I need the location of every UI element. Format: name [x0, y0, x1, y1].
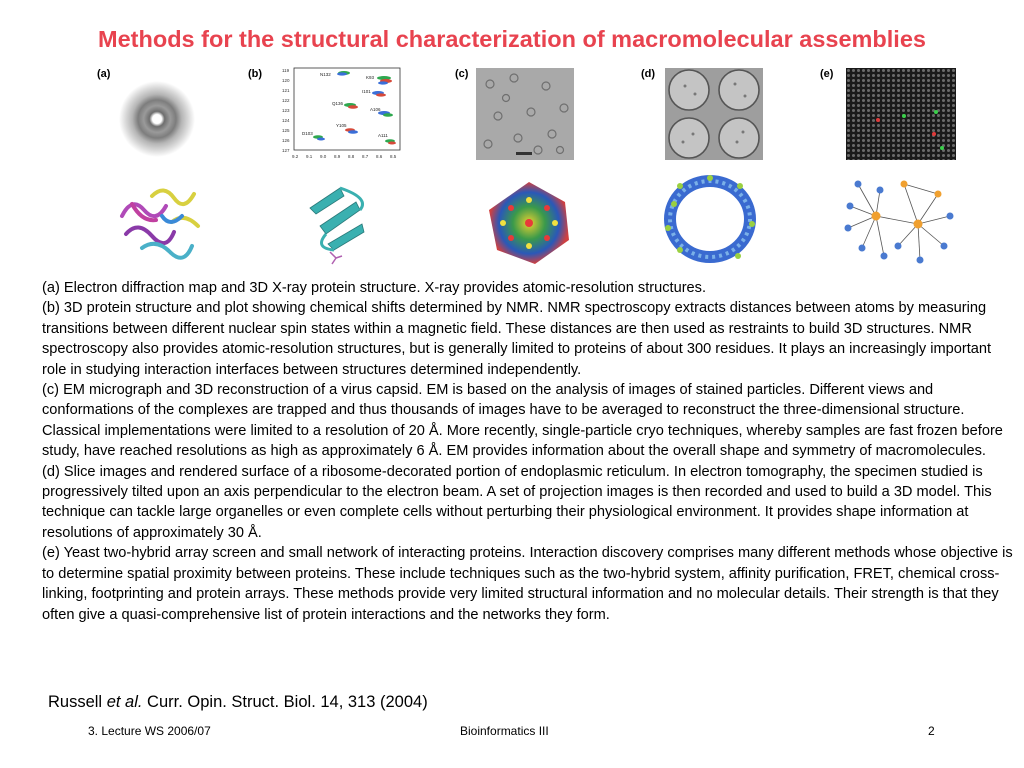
citation-etal: et al.: [106, 693, 143, 711]
panel-label-b: (b): [248, 68, 263, 80]
nmr-peak-label: I101: [362, 89, 371, 94]
nmr-chemical-shift-plot: [280, 65, 405, 162]
diffraction-map-image: [112, 80, 202, 160]
nmr-xtick: 9.0: [320, 154, 327, 159]
nmr-xtick: 8.8: [348, 154, 355, 159]
nmr-xtick: 8.5: [390, 154, 397, 159]
panel-label-a: (a): [97, 68, 111, 80]
nmr-ytick: 126: [282, 138, 290, 143]
citation: [48, 693, 428, 712]
nmr-peak-label: A106: [370, 107, 381, 112]
nmr-peak-label: D103: [302, 131, 313, 136]
citation-journal: Curr. Opin. Struct. Biol. 14, 313 (2004): [142, 693, 428, 711]
footer-page-number: 2: [928, 724, 935, 738]
nmr-ytick: 120: [282, 78, 290, 83]
nmr-xtick: 8.7: [362, 154, 369, 159]
slide-title: Methods for the structural characterization of macromolecular assemblies: [98, 26, 926, 52]
description-c: (c) EM micrograph and 3D reconstruction of a virus capsid. EM is based on the analysis of images of stained particles. Different views and conformations of the complexes are trapped and thus thousands of images have to be averaged to reconstruct the three-dimensional structure. Classical implementations were limited to a resolution of 20 Å. More recently, single-particle cryo techniques, whereby samples are fast frozen before study, have reached resolutions as high as approximately 6 Å. EM provides information about the overall shape and symmetry of macromolecules.: [42, 382, 1003, 460]
nmr-ytick: 124: [282, 118, 290, 123]
panel-label-e: (e): [820, 68, 834, 80]
nmr-peak-label: Y105: [336, 123, 347, 128]
footer-lecture: 3. Lecture WS 2006/07: [88, 724, 211, 738]
nmr-ytick: 127: [282, 148, 290, 153]
nmr-peak-label: Q136: [332, 101, 344, 106]
nmr-ytick: 119: [282, 68, 290, 73]
two-hybrid-array-image: [846, 68, 956, 160]
nmr-ytick: 123: [282, 108, 290, 113]
description-e: (e) Yeast two-hybrid array screen and small network of interacting proteins. Interaction discovery comprises many different methods whose objective is to determine spatial proximity between proteins. These include techniques such as the two-hybrid system, affinity purification, FRET, chemical cross-linking, footprinting and protein arrays. These methods provide very limited structural information and no molecular details. Their strength is that they often give a quasi-comprehensive list of protein interactions and the networks they form.: [42, 545, 1013, 623]
er-rendered-surface-image: [660, 174, 760, 264]
panel-label-d: (d): [641, 68, 656, 80]
nmr-xtick: 8.6: [376, 154, 383, 159]
virus-capsid-image: [485, 180, 573, 266]
nmr-peak-label: A111: [378, 133, 388, 138]
nmr-xtick: 9.2: [292, 154, 299, 159]
description-d: (d) Slice images and rendered surface of a ribosome-decorated portion of endoplasmic reticulum. In electron tomography, the specimen studied is progressively tilted upon an axis perpendicular to the electron beam. A set of projection images is then recorded and used to build a 3D model. This technique can tackle large organelles or even complete cells without perturbing their physiological environment. It provides shape information at resolutions of approximately 30 Å.: [42, 463, 992, 541]
protein-network-image: [840, 176, 960, 268]
panel-label-c: (c): [455, 68, 469, 80]
description-b: (b) 3D protein structure and plot showing chemical shifts determined by NMR. NMR spectroscopy extracts distances between atoms by measuring transitions between different nuclear spin states within a magnetic field. These distances are then used as restraints to build 3D structures. NMR spectroscopy also provides atomic-resolution structures, but is generally limited to proteins of about 300 residues. It plays an increasingly important role in studying interaction interfaces between structures determined independently.: [42, 300, 992, 378]
description-a: (a) Electron diffraction map and 3D X-ray protein structure. X-ray provides atomic-resolution structures.: [42, 280, 707, 296]
citation-author: Russell: [48, 693, 107, 711]
nmr-protein-structure-image: [300, 178, 376, 266]
nmr-ytick: 122: [282, 98, 290, 103]
nmr-peak-label: N132: [320, 72, 331, 77]
tomography-slice-image: [665, 68, 763, 160]
footer-course: Bioinformatics III: [460, 724, 549, 738]
nmr-xtick: 9.1: [306, 154, 313, 159]
em-micrograph-image: [476, 68, 574, 160]
nmr-peak-label: K93: [366, 75, 375, 80]
nmr-xtick: 8.9: [334, 154, 341, 159]
nmr-ytick: 121: [282, 88, 290, 93]
method-descriptions: [42, 278, 1017, 625]
xray-protein-structure-image: [112, 176, 212, 266]
nmr-ytick: 125: [282, 128, 290, 133]
